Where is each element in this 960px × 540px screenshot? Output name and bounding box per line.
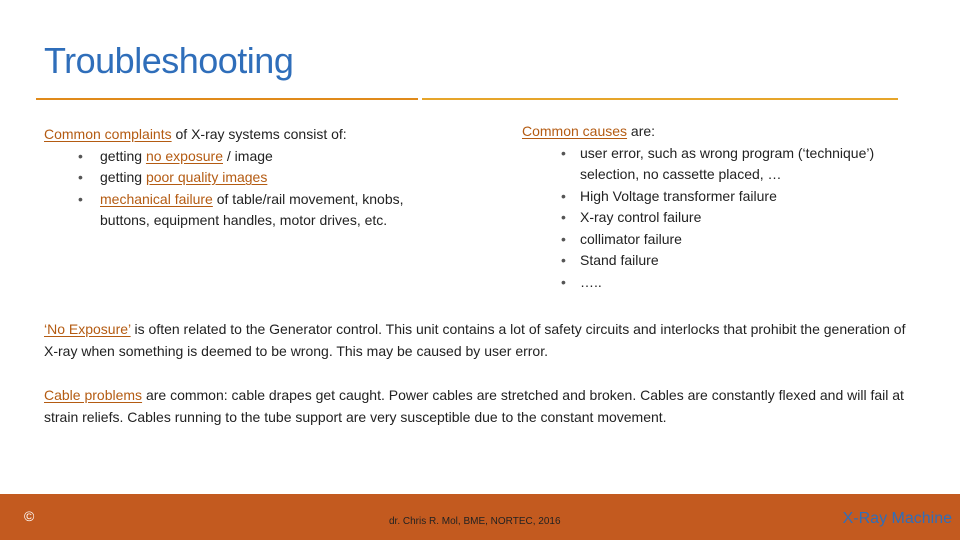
item-text: getting bbox=[100, 147, 146, 164]
item-highlight: poor quality images bbox=[145, 169, 268, 185]
copyright-icon: © bbox=[24, 508, 35, 524]
item-text: of table/rail movement, knobs, buttons, equipment handles, motor drives, etc. bbox=[100, 190, 404, 228]
item-highlight: no exposure bbox=[145, 147, 223, 164]
causes-section bbox=[522, 121, 922, 293]
list-item bbox=[100, 146, 424, 168]
no-exposure-paragraph bbox=[44, 319, 914, 362]
footer-brand: X-Ray Machine bbox=[842, 510, 952, 527]
list-item: • ….. bbox=[580, 272, 922, 294]
footer-author: dr. Chris R. Mol, BME, NORTEC, 2016 bbox=[389, 516, 561, 527]
cable-problems-highlight: Cable problems bbox=[44, 387, 143, 403]
complaints-lead bbox=[44, 124, 424, 146]
list-item: • collimator failure bbox=[580, 229, 922, 251]
complaints-lead-text: of X-ray systems consist of: bbox=[171, 126, 347, 142]
causes-lead bbox=[522, 121, 922, 143]
list-item bbox=[100, 189, 424, 232]
complaints-lead-highlight: Common complaints bbox=[44, 126, 172, 142]
no-exposure-highlight: ‘No Exposure’ bbox=[44, 321, 131, 337]
title-underline-right bbox=[422, 98, 898, 100]
list-item: • user error, such as wrong program (‘technique’) selection, no cassette placed, … bbox=[580, 143, 922, 186]
list-item: • X-ray control failure bbox=[580, 207, 922, 229]
complaints-list bbox=[100, 146, 424, 232]
no-exposure-text: is often related to the Generator control. This unit contains a lot of safety circuits and interlocks that prohibit the generation of X-ray when something is deemed to be wrong. This may be caused by user error. bbox=[44, 321, 906, 359]
causes-lead-text: are: bbox=[627, 123, 656, 139]
causes-lead-highlight: Common causes bbox=[522, 123, 628, 139]
item-text: / image bbox=[223, 147, 273, 164]
footer-bar bbox=[0, 494, 960, 540]
list-item: • Stand failure bbox=[580, 250, 922, 272]
item-highlight: mechanical failure bbox=[100, 190, 213, 207]
cable-problems-paragraph bbox=[44, 385, 914, 428]
list-item: • High Voltage transformer failure bbox=[580, 186, 922, 208]
list-item bbox=[100, 167, 424, 189]
cable-problems-text: are common: cable drapes get caught. Power cables are stretched and broken. Cables are constantly flexed and will fail at strain reliefs. Cables running to the tube support are very susceptible due to the constant movement. bbox=[44, 387, 904, 425]
slide-title: Troubleshooting bbox=[44, 40, 294, 81]
complaints-section bbox=[44, 124, 424, 232]
title-underline-left bbox=[36, 98, 418, 100]
item-text: getting bbox=[100, 169, 146, 185]
causes-list bbox=[580, 143, 922, 294]
